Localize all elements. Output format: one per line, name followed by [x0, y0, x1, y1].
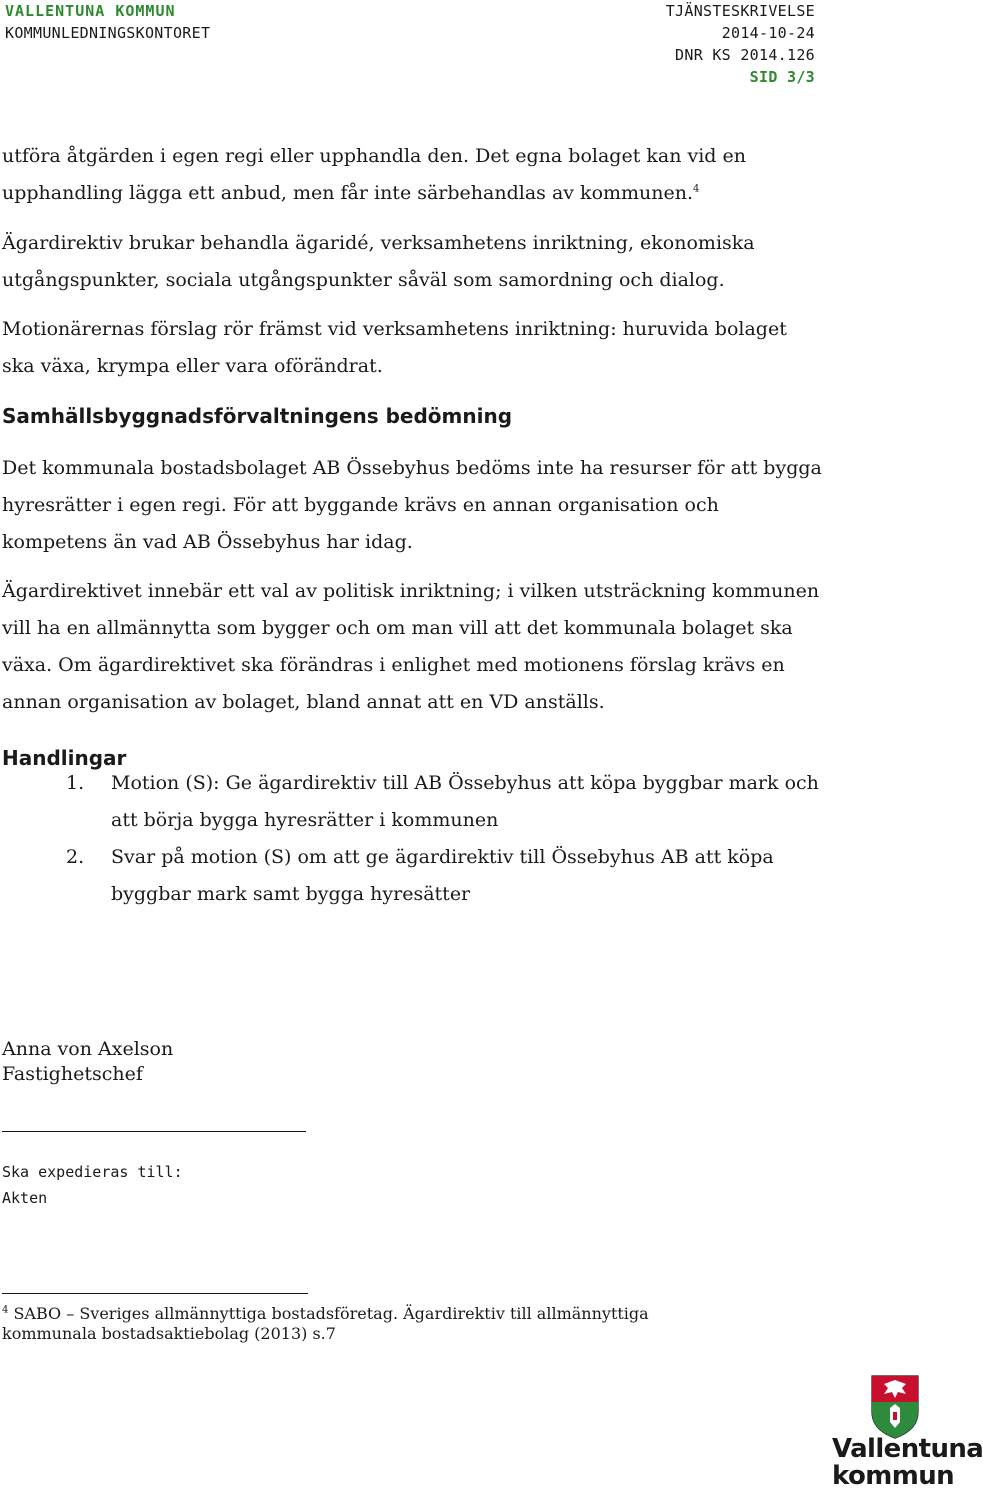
- signatory-name: Anna von Axelson: [2, 1038, 174, 1060]
- footnote-number: 4: [2, 1304, 9, 1316]
- paragraph-4: Det kommunala bostadsbolaget AB Össebyhus bedöms inte ha resurser för att bygga hyresrätter i egen regi. För att byggande krävs en annan organisation och kompetens än vad AB Össebyhus har idag.: [2, 457, 822, 553]
- logo-line-2: kommun: [832, 1461, 955, 1491]
- list-item-text: Svar på motion (S) om att ge ägardirektiv till Össebyhus AB att köpa byggbar mark samt bygga hyresätter: [111, 846, 774, 905]
- paragraph-1: [2, 138, 822, 212]
- section-heading-assessment: Samhällsbyggnadsförvaltningens bedömning: [2, 404, 513, 428]
- footnote-text: SABO – Sveriges allmännyttiga bostadsföretag. Ägardirektiv till allmännyttiga kommunala bostadsaktiebolag (2013) s.7: [2, 1304, 649, 1343]
- section-heading-documents: Handlingar: [2, 746, 127, 770]
- paragraph-5: Ägardirektivet innebär ett val av politisk inriktning; i vilken utsträckning kommunen vill ha en allmännytta som bygger och om man vill att det kommunala bolaget ska växa. Om ägardirektivet ska förändras i enlighet med motionens förslag krävs en annan organisation av bolaget, bland annat att en VD anställs.: [2, 580, 820, 713]
- page-number: SID 3/3: [749, 68, 815, 86]
- list-item-text: Motion (S): Ge ägardirektiv till AB Össebyhus att köpa byggbar mark och att börja bygga hyresrätter i kommunen: [111, 772, 819, 831]
- paragraph-1-text: utföra åtgärden i egen regi eller upphandla den. Det egna bolaget kan vid en upphandling lägga ett anbud, men får inte särbehandlas av kommunen.: [2, 145, 746, 204]
- organization-name: VALLENTUNA KOMMUN: [5, 2, 176, 20]
- footnote: [2, 1304, 722, 1344]
- list-item: [66, 839, 826, 913]
- list-item-number: 1.: [66, 772, 85, 794]
- vallentuna-logo-text: [832, 1436, 983, 1490]
- header-left: [5, 0, 210, 44]
- logo-line-1: Vallentuna: [832, 1434, 983, 1464]
- paragraph-2: Ägardirektiv brukar behandla ägaridé, verksamhetens inriktning, ekonomiska utgångspunkter, sociala utgångspunkter såväl som samordning och dialog.: [2, 232, 755, 291]
- document-date: 2014-10-24: [721, 24, 815, 42]
- signature-divider: [2, 1131, 306, 1132]
- footnote-reference: 4: [693, 183, 700, 195]
- documents-list: [66, 765, 826, 913]
- document-type: TJÄNSTESKRIVELSE: [665, 2, 815, 20]
- list-item-number: 2.: [66, 846, 85, 868]
- footnote-divider: [2, 1293, 308, 1294]
- signatory-title: Fastighetschef: [2, 1063, 143, 1085]
- list-item: [66, 765, 826, 839]
- department-name: KOMMUNLEDNINGSKONTORET: [5, 24, 211, 42]
- distribution-recipient: Akten: [2, 1189, 48, 1207]
- header-right: [666, 0, 815, 88]
- paragraph-3: Motionärernas förslag rör främst vid verksamhetens inriktning: huruvida bolaget ska växa, krympa eller vara oförändrat.: [2, 318, 787, 377]
- distribution-label: Ska expedieras till:: [2, 1163, 183, 1181]
- document-number: DNR KS 2014.126: [675, 46, 815, 64]
